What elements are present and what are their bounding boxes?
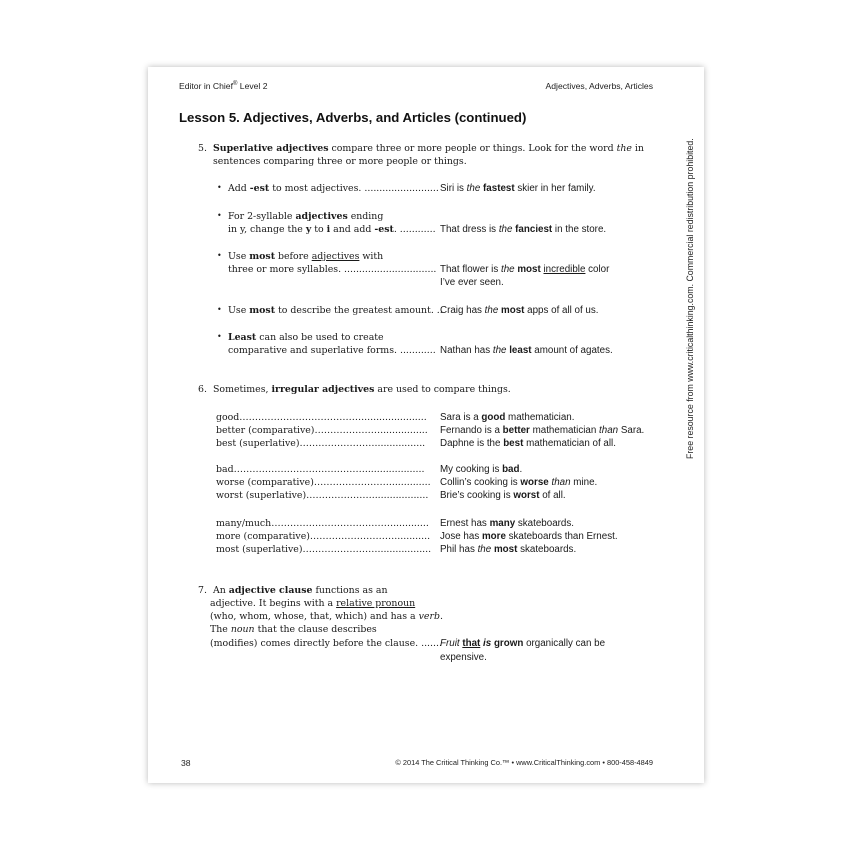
bullet-icon: • — [217, 251, 222, 260]
bullet-icon: • — [217, 211, 222, 220]
rule-most-line2: three or more syllables. ............................... — [228, 264, 437, 275]
example-fanciest: That dress is the fanciest in the store. — [440, 224, 607, 235]
example-fastest: Siri is the fastest skier in her family. — [440, 183, 596, 194]
section5-number: 5. — [198, 143, 207, 154]
rule-greatest-amount: Use most to describe the greatest amount. .. — [228, 305, 443, 316]
section7-line1: An adjective clause functions as an — [213, 585, 388, 596]
copyright-footer: © 2014 The Critical Thinking Co.™ • www.CriticalThinking.com • 800-458-4849 — [395, 758, 653, 767]
page-title: Lesson 5. Adjectives, Adverbs, and Articles (continued) — [179, 110, 527, 125]
section7-number: 7. — [198, 585, 207, 596]
irregular-example: Jose has more skateboards than Ernest. — [440, 531, 618, 542]
section5-line2: sentences comparing three or more people or things. — [213, 156, 467, 167]
redistribution-notice: Free resource from www.criticalthinking.com. Commercial redistribution prohibited. — [685, 138, 695, 459]
example-incredible-line2: I’ve ever seen. — [440, 277, 504, 288]
example-adjective-clause-line2: expensive. — [440, 652, 487, 663]
example-least: Nathan has the least amount of agates. — [440, 345, 613, 356]
worksheet-page — [148, 67, 704, 783]
section6-intro: Sometimes, irregular adjectives are used to compare things. — [213, 384, 511, 395]
example-most-apps: Craig has the most apps of all of us. — [440, 305, 599, 316]
header-left — [179, 81, 268, 91]
example-adjective-clause: Fruit that is grown organically can be — [440, 638, 606, 649]
header-right: Adjectives, Adverbs, Articles — [545, 81, 653, 91]
section7-line3: (who, whom, whose, that, which) and has a verb. — [210, 611, 443, 622]
irregular-left: worse (comparative)…………………….............. — [216, 477, 431, 488]
bullet-icon: • — [217, 305, 222, 314]
rule-add-est: Add -est to most adjectives. ......................... — [228, 183, 439, 194]
irregular-example: Brie’s cooking is worst of all. — [440, 490, 566, 501]
rule-least-line1: Least can also be used to create — [228, 332, 384, 343]
rule-2-syllable-line1: For 2-syllable adjectives ending — [228, 211, 384, 222]
irregular-example: Collin’s cooking is worse than mine. — [440, 477, 598, 488]
irregular-example: Ernest has many skateboards. — [440, 518, 574, 529]
irregular-example: My cooking is bad. — [440, 464, 523, 475]
rule-least-line2: comparative and superlative forms. ............ — [228, 345, 436, 356]
irregular-left: bad…………………………………….................... — [216, 464, 425, 475]
section7-line5: (modifies) comes directly before the clause. ....... — [210, 638, 442, 649]
example-incredible: That flower is the most incredible color — [440, 264, 610, 275]
rule-2-syllable-line2: in y, change the y to i and add -est. ............ — [228, 224, 436, 235]
irregular-left: good…………………………………...................... — [216, 412, 427, 423]
section6-number: 6. — [198, 384, 207, 395]
irregular-left: worst (superlative)…………………................... — [216, 490, 429, 501]
irregular-example: Sara is a good mathematician. — [440, 412, 575, 423]
section7-line2: adjective. It begins with a relative pronoun — [210, 598, 416, 609]
page-number: 38 — [181, 758, 191, 768]
section7-line4: The noun that the clause describes — [210, 624, 377, 635]
section5-line1: Superlative adjectives compare three or more people or things. Look for the word the in — [213, 143, 644, 154]
irregular-example: Daphne is the best mathematician of all. — [440, 438, 616, 449]
irregular-example: Fernando is a better mathematician than Sara. — [440, 425, 645, 436]
irregular-left: better (comparative)…………………................ — [216, 425, 428, 436]
rule-most-line1: Use most before adjectives with — [228, 251, 384, 262]
irregular-example: Phil has the most skateboards. — [440, 544, 577, 555]
header-book-title: Editor in Chief — [179, 81, 233, 91]
bullet-icon: • — [217, 183, 222, 192]
irregular-left: most (superlative)…………………….................. — [216, 544, 432, 555]
irregular-left: best (superlative)……………………................. — [216, 438, 426, 449]
irregular-left: many/much…………………………………............ — [216, 518, 429, 529]
registered-mark: ® — [232, 81, 238, 88]
header-level: Level 2 — [237, 81, 268, 91]
bullet-icon: • — [217, 332, 222, 341]
irregular-left: more (comparative)………………………............ — [216, 531, 431, 542]
